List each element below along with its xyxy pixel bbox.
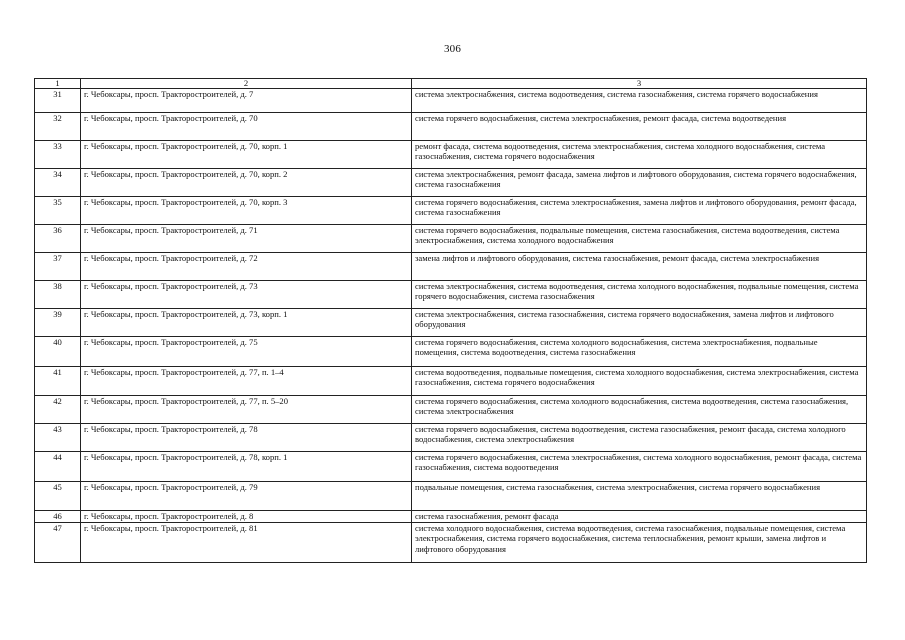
row-works: система горячего водоснабжения, система электроснабжения, система холодного водоснабжения, ремонт фасада, система газоснабжения, система водоотведения xyxy=(412,452,867,482)
table-row xyxy=(35,482,867,511)
row-works: замена лифтов и лифтового оборудования, система газоснабжения, ремонт фасада, система электроснабжения xyxy=(412,253,867,281)
row-address: г. Чебоксары, просп. Тракторостроителей, д. 77, п. 1–4 xyxy=(81,367,412,396)
table-row xyxy=(35,523,867,563)
row-address: г. Чебоксары, просп. Тракторостроителей, д. 70, корп. 2 xyxy=(81,169,412,197)
housing-works-table xyxy=(34,78,867,563)
row-address: г. Чебоксары, просп. Тракторостроителей, д. 72 xyxy=(81,253,412,281)
table-row xyxy=(35,89,867,113)
row-number: 44 xyxy=(35,452,81,482)
row-address: г. Чебоксары, просп. Тракторостроителей, д. 7 xyxy=(81,89,412,113)
row-address: г. Чебоксары, просп. Тракторостроителей, д. 70 xyxy=(81,113,412,141)
table-row xyxy=(35,141,867,169)
table-row xyxy=(35,367,867,396)
table-row xyxy=(35,225,867,253)
row-number: 42 xyxy=(35,396,81,424)
table-body xyxy=(35,89,867,563)
row-works: система газоснабжения, ремонт фасада xyxy=(412,511,867,523)
row-number: 46 xyxy=(35,511,81,523)
row-address: г. Чебоксары, просп. Тракторостроителей, д. 73 xyxy=(81,281,412,309)
row-number: 40 xyxy=(35,337,81,367)
row-number: 39 xyxy=(35,309,81,337)
table-row xyxy=(35,197,867,225)
row-number: 38 xyxy=(35,281,81,309)
table-row xyxy=(35,309,867,337)
row-works: система электроснабжения, система водоотведения, система газоснабжения, система горячего водоснабжения xyxy=(412,89,867,113)
row-works: ремонт фасада, система водоотведения, система электроснабжения, система холодного водоснабжения, система газоснабжения, система горячего водоснабжения xyxy=(412,141,867,169)
row-address: г. Чебоксары, просп. Тракторостроителей, д. 79 xyxy=(81,482,412,511)
row-number: 45 xyxy=(35,482,81,511)
row-number: 43 xyxy=(35,424,81,452)
row-works: система холодного водоснабжения, система водоотведения, система газоснабжения, подвальные помещения, система электроснабжения, система горячего водоснабжения, система теплоснабжения, ремонт крыши, замена лифтов и лифтового оборудования xyxy=(412,523,867,563)
row-number: 41 xyxy=(35,367,81,396)
table-row xyxy=(35,281,867,309)
row-works: система электроснабжения, система водоотведения, система холодного водоснабжения, подвальные помещения, система горячего водоснабжения, система газоснабжения xyxy=(412,281,867,309)
table-row xyxy=(35,424,867,452)
row-works: система электроснабжения, ремонт фасада, замена лифтов и лифтового оборудования, система горячего водоснабжения, система газоснабжения xyxy=(412,169,867,197)
table-row xyxy=(35,396,867,424)
row-address: г. Чебоксары, просп. Тракторостроителей, д. 77, п. 5–20 xyxy=(81,396,412,424)
table-row xyxy=(35,169,867,197)
row-works: система горячего водоснабжения, система холодного водоснабжения, система электроснабжения, подвальные помещения, система водоотведения, система газоснабжения xyxy=(412,337,867,367)
row-address: г. Чебоксары, просп. Тракторостроителей, д. 78 xyxy=(81,424,412,452)
row-number: 35 xyxy=(35,197,81,225)
row-address: г. Чебоксары, просп. Тракторостроителей, д. 73, корп. 1 xyxy=(81,309,412,337)
row-address: г. Чебоксары, просп. Тракторостроителей, д. 75 xyxy=(81,337,412,367)
table-header xyxy=(35,79,867,89)
table-row xyxy=(35,511,867,523)
row-number: 47 xyxy=(35,523,81,563)
row-works: система горячего водоснабжения, система холодного водоснабжения, система водоотведения, система газоснабжения, система электроснабжения xyxy=(412,396,867,424)
table-row xyxy=(35,452,867,482)
table-row xyxy=(35,113,867,141)
header-col-1: 1 xyxy=(35,79,81,89)
row-works: система горячего водоснабжения, система электроснабжения, ремонт фасада, система водоотведения xyxy=(412,113,867,141)
row-number: 34 xyxy=(35,169,81,197)
row-works: система электроснабжения, система газоснабжения, система горячего водоснабжения, замена лифтов и лифтового оборудования xyxy=(412,309,867,337)
row-works: подвальные помещения, система газоснабжения, система электроснабжения, система горячего водоснабжения xyxy=(412,482,867,511)
header-col-2: 2 xyxy=(81,79,412,89)
row-works: система водоотведения, подвальные помещения, система холодного водоснабжения, система электроснабжения, система газоснабжения, система горячего водоснабжения xyxy=(412,367,867,396)
table-row xyxy=(35,337,867,367)
header-row xyxy=(35,79,867,89)
row-address: г. Чебоксары, просп. Тракторостроителей, д. 78, корп. 1 xyxy=(81,452,412,482)
header-col-3: 3 xyxy=(412,79,867,89)
row-address: г. Чебоксары, просп. Тракторостроителей, д. 8 xyxy=(81,511,412,523)
row-number: 36 xyxy=(35,225,81,253)
row-address: г. Чебоксары, просп. Тракторостроителей, д. 70, корп. 3 xyxy=(81,197,412,225)
page-number: 306 xyxy=(443,43,462,55)
row-address: г. Чебоксары, просп. Тракторостроителей, д. 71 xyxy=(81,225,412,253)
row-address: г. Чебоксары, просп. Тракторостроителей, д. 70, корп. 1 xyxy=(81,141,412,169)
row-works: система горячего водоснабжения, система электроснабжения, замена лифтов и лифтового оборудования, ремонт фасада, система газоснабжения xyxy=(412,197,867,225)
row-works: система горячего водоснабжения, подвальные помещения, система газоснабжения, система водоотведения, система электроснабжения, система холодного водоснабжения xyxy=(412,225,867,253)
row-address: г. Чебоксары, просп. Тракторостроителей, д. 81 xyxy=(81,523,412,563)
row-number: 33 xyxy=(35,141,81,169)
row-number: 31 xyxy=(35,89,81,113)
row-number: 37 xyxy=(35,253,81,281)
row-number: 32 xyxy=(35,113,81,141)
row-works: система горячего водоснабжения, система водоотведения, система газоснабжения, ремонт фасада, система холодного водоснабжения, система электроснабжения xyxy=(412,424,867,452)
table-row xyxy=(35,253,867,281)
